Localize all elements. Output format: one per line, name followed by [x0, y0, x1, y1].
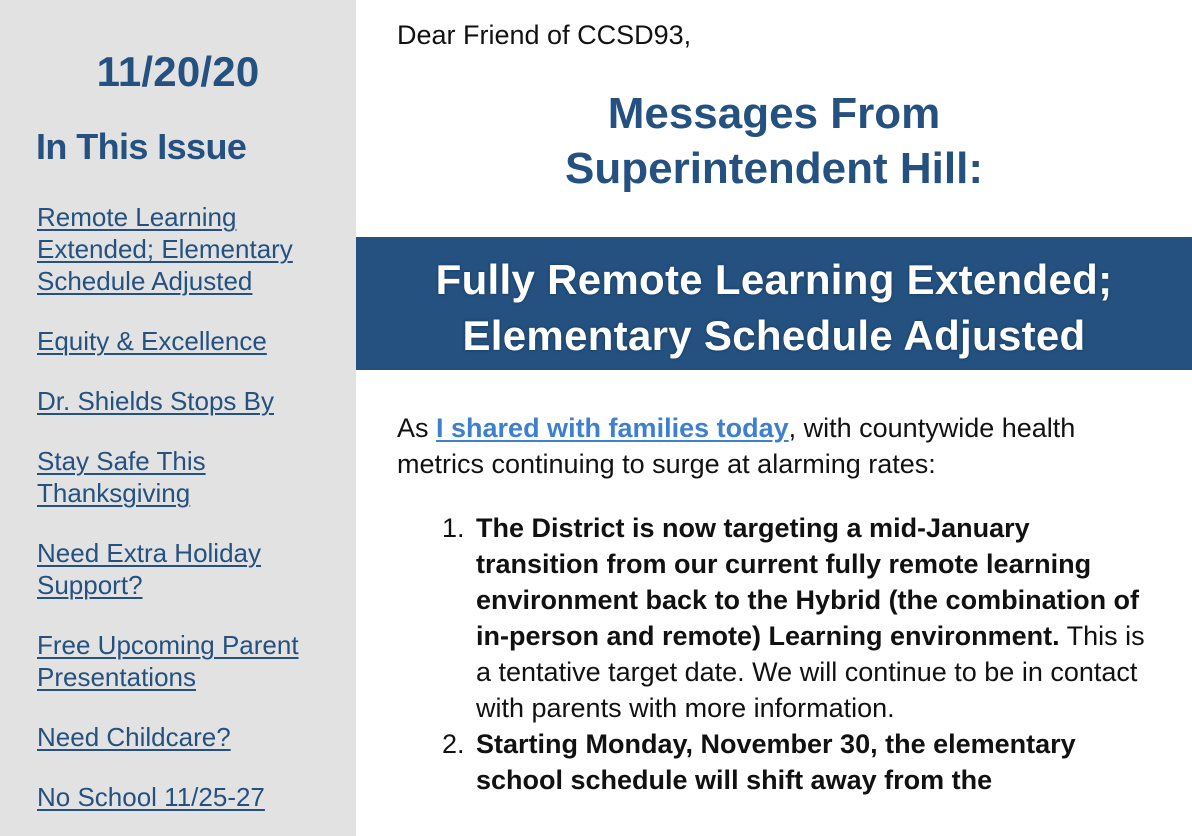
- issue-link-item: [37, 385, 337, 417]
- banner-line-2: Elementary Schedule Adjusted: [462, 312, 1086, 359]
- list-item-text: This is a tentative target date. We will continue to be in contact with parents with more information.: [476, 621, 1145, 723]
- section-banner: [356, 237, 1192, 370]
- link-holiday-support[interactable]: Need Extra Holiday Support?: [37, 538, 261, 600]
- page-title: [356, 86, 1192, 196]
- issue-link-item: [37, 537, 337, 601]
- intro-text-after: , with countywide health metrics continuing to surge at alarming rates:: [397, 413, 1076, 479]
- issue-link-item: [37, 721, 337, 753]
- list-item-bold-text: The District is now targeting a mid-January transition from our current fully remote learning environment back to the Hybrid (the combination of in-person and remote) Learning environment.: [476, 513, 1140, 651]
- issue-link-item: [37, 325, 337, 357]
- list-item-number: 1.: [442, 513, 465, 543]
- intro-paragraph: [397, 410, 1167, 482]
- list-item-number: 2.: [442, 729, 465, 759]
- link-parent-presentations[interactable]: Free Upcoming Parent Presentations: [37, 630, 299, 692]
- issue-link-item: [37, 781, 337, 813]
- intro-text-before: As: [397, 413, 437, 443]
- link-dr-shields[interactable]: Dr. Shields Stops By: [37, 386, 274, 416]
- shared-with-families-link[interactable]: I shared with families today: [436, 413, 789, 443]
- link-no-school[interactable]: No School 11/25-27: [37, 782, 265, 812]
- page-title-line-2: Superintendent Hill:: [565, 144, 983, 193]
- list-item-bold-text: Starting Monday, November 30, the elementary school schedule will shift away from the: [476, 729, 1076, 795]
- link-stay-safe-thanksgiving[interactable]: Stay Safe This Thanksgiving: [37, 446, 206, 508]
- sidebar: [0, 0, 356, 836]
- in-this-issue-heading: In This Issue: [36, 126, 247, 167]
- link-remote-learning-extended[interactable]: Remote Learning Extended; Elementary Schedule Adjusted: [37, 202, 293, 296]
- section-banner-title: [356, 252, 1192, 364]
- page-title-line-1: Messages From: [607, 89, 941, 138]
- issue-date: 11/20/20: [96, 48, 260, 95]
- list-item: [442, 726, 1156, 798]
- greeting: Dear Friend of CCSD93,: [397, 20, 692, 50]
- link-need-childcare[interactable]: Need Childcare?: [37, 722, 231, 752]
- announcement-list: [442, 510, 1156, 798]
- issue-link-item: [37, 629, 337, 693]
- link-equity-excellence[interactable]: Equity & Excellence: [37, 326, 267, 356]
- issue-links-list: [37, 201, 337, 836]
- banner-line-1: Fully Remote Learning Extended;: [435, 256, 1113, 303]
- issue-link-item: [37, 201, 337, 297]
- list-item: [442, 510, 1156, 726]
- main-content: [356, 0, 1192, 836]
- issue-link-item: [37, 445, 337, 509]
